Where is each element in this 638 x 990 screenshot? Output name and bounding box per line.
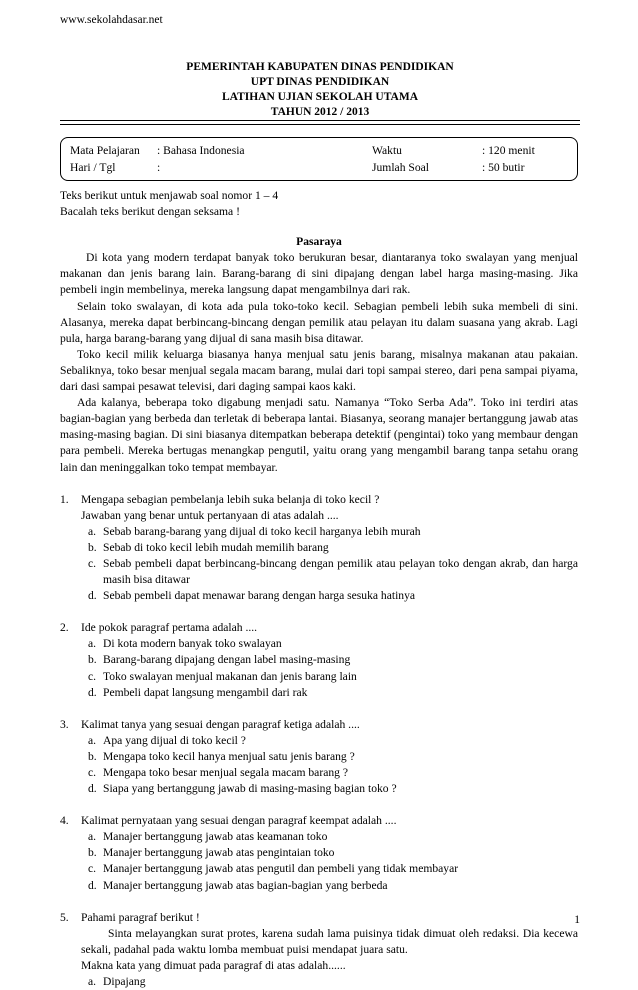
date-value: : (157, 161, 161, 174)
option-b (81, 749, 578, 765)
header-divider-thick (60, 120, 580, 121)
option-letter: c. (88, 766, 97, 779)
question-subprompt: Jawaban yang benar untuk pertanyaan di atas adalah .... (81, 508, 339, 522)
option-letter: d. (88, 782, 97, 796)
option-letter: d. (88, 589, 97, 603)
header-line-4: TAHUN 2012 / 2013 (270, 106, 370, 118)
question-prompt: Kalimat tanya yang sesuai dengan paragraf ketiga adalah .... (81, 717, 360, 731)
question-number: 4. (60, 814, 69, 828)
passage-paragraph: Di kota yang modern terdapat banyak toko berukuran besar, diantaranya toko swalayan yang menjual makanan dan jenis barang lain. Barang-barang di sini dipajang dengan label harga masing-masing. Jika pembeli ingin membelinya, mereka langsung dapat mengambilnya dari rak. (60, 251, 578, 297)
option-c (81, 669, 578, 685)
option-a (81, 524, 578, 540)
option-text: Di kota modern banyak toko swalayan (103, 637, 282, 651)
option-letter: b. (88, 846, 97, 860)
option-letter: d. (88, 878, 97, 892)
time-label: Waktu (372, 144, 402, 157)
option-a (81, 733, 578, 749)
question-number: 1. (60, 492, 69, 506)
exam-info-box (60, 137, 578, 181)
count-value: : 50 butir (482, 161, 525, 174)
option-c (81, 556, 578, 588)
option-letter: d. (88, 685, 97, 699)
option-c (81, 765, 578, 781)
question-number: 5. (60, 910, 69, 924)
option-a (81, 636, 578, 652)
option-text: Sebab pembeli dapat berbincang-bincang dengan pemilik atau pelayan toko dengan akrab, dan harga masih bisa ditawar (103, 556, 578, 587)
option-text: Siapa yang bertanggung jawab di masing-masing bagian toko ? (103, 782, 397, 796)
question-number: 2. (60, 621, 69, 635)
time-value: : 120 menit (482, 144, 535, 157)
question-prompt: Kalimat pernyataan yang sesuai dengan paragraf keempat adalah .... (81, 814, 397, 828)
passage-paragraph: Toko kecil milik keluarga biasanya hanya menjual satu jenis barang, misalnya makanan atau pakaian. Sebaliknya, toko besar menjual segala macam barang, mulai dari topi sampai stereo, dari pena sampai piyama, dari dasi sampai pesawat televisi, dari daging sampai kaos kaki. (60, 347, 578, 394)
header-line-3: LATIHAN UJIAN SEKOLAH UTAMA (221, 91, 419, 103)
option-text: Apa yang dijual di toko kecil ? (103, 733, 246, 747)
option-text: Sebab di toko kecil lebih mudah memilih barang (103, 540, 329, 554)
question-prompt: Pahami paragraf berikut ! (81, 910, 200, 924)
passage-paragraph: Selain toko swalayan, di kota ada pula toko-toko kecil. Sebagian pembeli lebih suka membeli di sini. Alasanya, mereka dapat berbincang-bincang dengan pemilik atau pelayan itu dalam suasana yang akrab. Lagi pula, harga barang-barang yang dijual di sana masih bisa ditawar. (60, 299, 578, 345)
option-text: Barang-barang dipajang dengan label masing-masing (103, 653, 351, 667)
option-letter: b. (88, 540, 97, 554)
option-text: Pembeli dapat langsung mengambil dari rak (103, 685, 308, 699)
count-label: Jumlah Soal (372, 161, 430, 174)
option-d (81, 588, 578, 604)
date-label: Hari / Tgl (70, 161, 116, 174)
question-body (81, 910, 578, 990)
option-b (81, 652, 578, 668)
option-b (81, 540, 578, 556)
info-row-1 (61, 143, 577, 159)
question-body (81, 717, 578, 797)
question-body (81, 620, 578, 700)
question-3 (60, 717, 578, 797)
option-text: Sebab pembeli dapat menawar barang dengan harga sesuka hatinya (103, 589, 416, 603)
question-prompt: Mengapa sebagian pembelanja lebih suka belanja di toko kecil ? (81, 492, 380, 506)
option-text: Manajer bertanggung jawab atas pengutil dan pembeli yang tidak membayar (103, 862, 459, 876)
option-text: Manajer bertanggung jawab atas keamanan toko (103, 830, 328, 844)
option-a (81, 829, 578, 845)
intro-line-1: Teks berikut untuk menjawab soal nomor 1 – 4 (60, 189, 279, 202)
option-letter: a. (88, 733, 97, 747)
question-subprompt: Makna kata yang dimuat pada paragraf di atas adalah...... (81, 958, 346, 972)
question-5 (60, 910, 578, 990)
option-d (81, 685, 578, 701)
option-letter: a. (88, 830, 97, 844)
question-4 (60, 813, 578, 893)
passage-paragraph: Ada kalanya, beberapa toko digabung menjadi satu. Namanya “Toko Serba Ada”. Toko ini terdiri atas bagian-bagian yang berbeda dan terletak di beberapa lantai. Biasanya, seorang manajer bertanggung jawab atas masing-masing bagian. Di sini biasanya ditempatkan beberapa detektif (pengintai) toko yang membaur dengan para pembeli. Mereka bertugas menangkap pengutil, yaitu orang yang mengambil barang tanpa setahu orang lain dan meninggalkan toko tempat membayar. (60, 396, 578, 474)
passage-title: Pasaraya (296, 235, 342, 249)
option-text: Sebab barang-barang yang dijual di toko kecil harganya lebih murah (103, 524, 421, 538)
question-body (81, 492, 578, 605)
subject-label: Mata Pelajaran (70, 144, 140, 157)
option-letter: a. (88, 637, 97, 651)
option-text: Manajer bertanggung jawab atas pengintaian toko (103, 846, 335, 860)
subject-value: : Bahasa Indonesia (157, 144, 245, 157)
option-letter: a. (88, 524, 97, 538)
info-row-2 (61, 160, 577, 176)
question-number: 3. (60, 717, 69, 731)
option-text: Manajer bertanggung jawab atas bagian-bagian yang berbeda (103, 878, 388, 892)
question-prompt: Ide pokok paragraf pertama adalah .... (81, 621, 258, 635)
document-header (60, 60, 580, 120)
exam-content (60, 188, 578, 990)
option-letter: c. (88, 556, 97, 570)
option-text: Toko swalayan menjual makanan dan jenis barang lain (103, 669, 357, 683)
header-line-2: UPT DINAS PENDIDIKAN (250, 76, 390, 88)
header-line-1: PEMERINTAH KABUPATEN DINAS PENDIDIKAN (186, 61, 454, 73)
option-text: Mengapa toko besar menjual segala macam barang ? (103, 766, 348, 779)
option-a (81, 974, 578, 990)
page-number: 1 (574, 914, 580, 926)
option-text: Mengapa toko kecil hanya menjual satu jenis barang ? (103, 749, 355, 763)
question-quote: Sinta melayangkan surat protes, karena sudah lama puisinya tidak dimuat oleh redaksi. Dia kecewa sekali, padahal pada waktu lomba membuat puisi mendapat juara satu. (81, 926, 578, 956)
header-divider-thin (60, 124, 580, 125)
option-letter: b. (88, 749, 97, 763)
option-text: Dipajang (103, 975, 146, 989)
site-url: www.sekolahdasar.net (60, 14, 163, 26)
option-letter: c. (88, 669, 97, 683)
option-b (81, 845, 578, 861)
question-1 (60, 492, 578, 605)
option-letter: c. (88, 862, 97, 876)
option-letter: a. (88, 975, 97, 989)
question-2 (60, 620, 578, 700)
option-d (81, 781, 578, 797)
option-letter: b. (88, 653, 97, 667)
option-d (81, 878, 578, 894)
question-body (81, 813, 578, 893)
option-c (81, 861, 578, 877)
intro-line-2: Bacalah teks berikut dengan seksama ! (60, 205, 240, 219)
